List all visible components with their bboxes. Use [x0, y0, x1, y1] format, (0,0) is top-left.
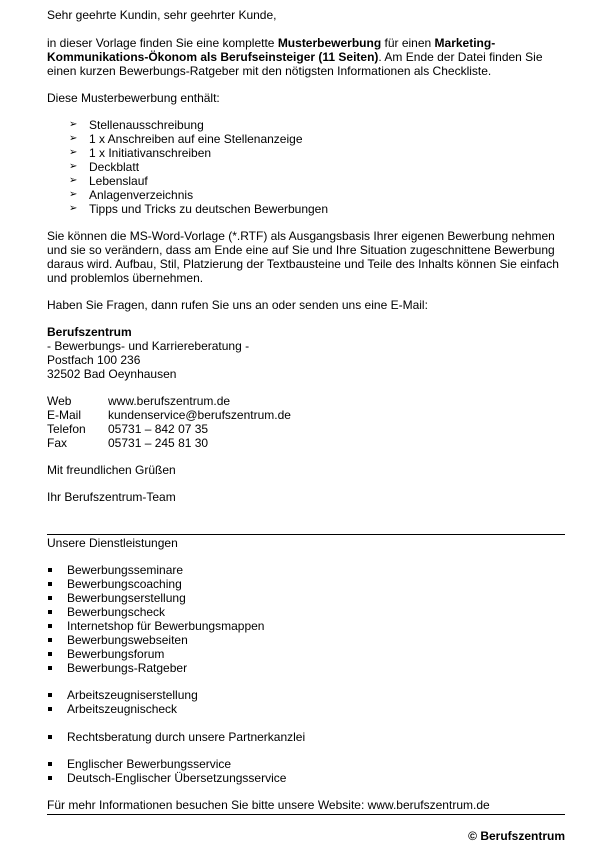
services-list-1	[47, 563, 264, 675]
list-item: ➢ Stellenausschreibung	[69, 118, 204, 132]
list-item: ➢ 1 x Anschreiben auf eine Stellenanzeige	[69, 132, 303, 146]
list-item: Arbeitszeugniserstellung	[47, 688, 198, 702]
square-bullet-icon	[48, 568, 52, 572]
contact-fax: Fax 05731 – 245 81 30	[47, 436, 209, 450]
square-bullet-icon	[48, 762, 52, 766]
postbox: Postfach 100 236	[47, 353, 141, 367]
square-bullet-icon	[48, 776, 52, 780]
square-bullet-icon	[48, 735, 52, 739]
contact-phone: Telefon 05731 – 842 07 35	[47, 422, 209, 436]
list-item: Internetshop für Bewerbungsmappen	[47, 619, 264, 633]
list-item: Bewerbungscheck	[47, 605, 264, 619]
list-item: ➢ Anlagenverzeichnis	[69, 188, 194, 202]
divider-top	[47, 534, 565, 535]
services-list-2	[47, 688, 198, 716]
intro-text-3: . Am Ende der Datei finden Sie einen kurzen Bewerbungs-Ratgeber mit den nötigsten Informationen als Checkliste.	[47, 50, 543, 78]
list-item: Rechtsberatung durch unsere Partnerkanzlei	[47, 730, 305, 744]
company-name: Berufszentrum	[47, 325, 132, 339]
services-heading: Unsere Dienstleistungen	[47, 536, 178, 550]
questions-text: Haben Sie Fragen, dann rufen Sie uns an oder senden uns eine E-Mail:	[47, 298, 428, 312]
services-list-4	[47, 757, 286, 785]
contact-web: Web www.berufszentrum.de	[47, 394, 231, 408]
square-bullet-icon	[48, 610, 52, 614]
list-item: Deutsch-Englischer Übersetzungsservice	[47, 771, 286, 785]
closing: Mit freundlichen Grüßen	[47, 463, 176, 477]
arrow-bullet-icon: ➢	[69, 189, 78, 200]
services-list-3	[47, 730, 305, 744]
arrow-bullet-icon: ➢	[69, 161, 78, 172]
company-tagline: - Bewerbungs- und Karriereberatung -	[47, 339, 250, 353]
list-item: ➢ Lebenslauf	[69, 174, 148, 188]
contact-email: E-Mail kundenservice@berufszentrum.de	[47, 408, 291, 422]
intro-bold-2: Marketing-Kommunikations-Ökonom als Berufseinsteiger (11 Seiten)	[47, 36, 496, 64]
intro-text-2: für einen	[381, 36, 435, 50]
list-item: Bewerbungsseminare	[47, 563, 264, 577]
square-bullet-icon	[48, 652, 52, 656]
intro-bold-1: Musterbewerbung	[277, 36, 382, 50]
square-bullet-icon	[48, 707, 52, 711]
list-item: Bewerbungsforum	[47, 647, 264, 661]
arrow-bullet-icon: ➢	[69, 147, 78, 158]
salutation: Sehr geehrte Kundin, sehr geehrter Kunde,	[47, 8, 277, 22]
list-item: ➢ Tipps und Tricks zu deutschen Bewerbungen	[69, 202, 329, 216]
usage-paragraph: Sie können die MS-Word-Vorlage (*.RTF) als Ausgangsbasis Ihrer eigenen Bewerbung nehmen und sie so verändern, dass am Ende eine auf Sie und Ihre Situation zugeschnittene Bewerbung daraus wird. Aufbau, Stil, Platzierung der Textbausteine und Teile des Inhalts können Sie einfach und problemlos übernehmen.	[47, 229, 559, 285]
list-item: ➢ Deckblatt	[69, 160, 140, 174]
list-item: Bewerbungswebseiten	[47, 633, 264, 647]
email-link[interactable]: kundenservice@berufszentrum.de	[108, 408, 291, 422]
list-item: Bewerbungscoaching	[47, 577, 264, 591]
list-item: Arbeitszeugnischeck	[47, 702, 198, 716]
square-bullet-icon	[48, 582, 52, 586]
contents-heading: Diese Musterbewerbung enthält:	[47, 91, 220, 105]
list-item: Bewerbungs-Ratgeber	[47, 661, 264, 675]
list-item: Englischer Bewerbungsservice	[47, 757, 286, 771]
square-bullet-icon	[48, 596, 52, 600]
signature: Ihr Berufszentrum-Team	[47, 490, 176, 504]
intro-text-1: in dieser Vorlage finden Sie eine komplette	[47, 36, 278, 50]
arrow-bullet-icon: ➢	[69, 119, 78, 130]
square-bullet-icon	[48, 666, 52, 670]
copyright: © Berufszentrum	[468, 829, 565, 843]
arrow-bullet-icon: ➢	[69, 175, 78, 186]
city: 32502 Bad Oeynhausen	[47, 367, 177, 381]
intro-paragraph	[47, 36, 565, 78]
square-bullet-icon	[48, 638, 52, 642]
square-bullet-icon	[48, 693, 52, 697]
square-bullet-icon	[48, 624, 52, 628]
list-item: ➢ 1 x Initiativanschreiben	[69, 146, 212, 160]
divider-bottom	[47, 814, 565, 815]
web-link[interactable]: www.berufszentrum.de	[108, 394, 231, 408]
arrow-bullet-icon: ➢	[69, 203, 78, 214]
arrow-bullet-icon: ➢	[69, 133, 78, 144]
footer-info: Für mehr Informationen besuchen Sie bitte unsere Website: www.berufszentrum.de	[47, 798, 490, 812]
contents-list	[69, 118, 328, 216]
list-item: Bewerbungserstellung	[47, 591, 264, 605]
